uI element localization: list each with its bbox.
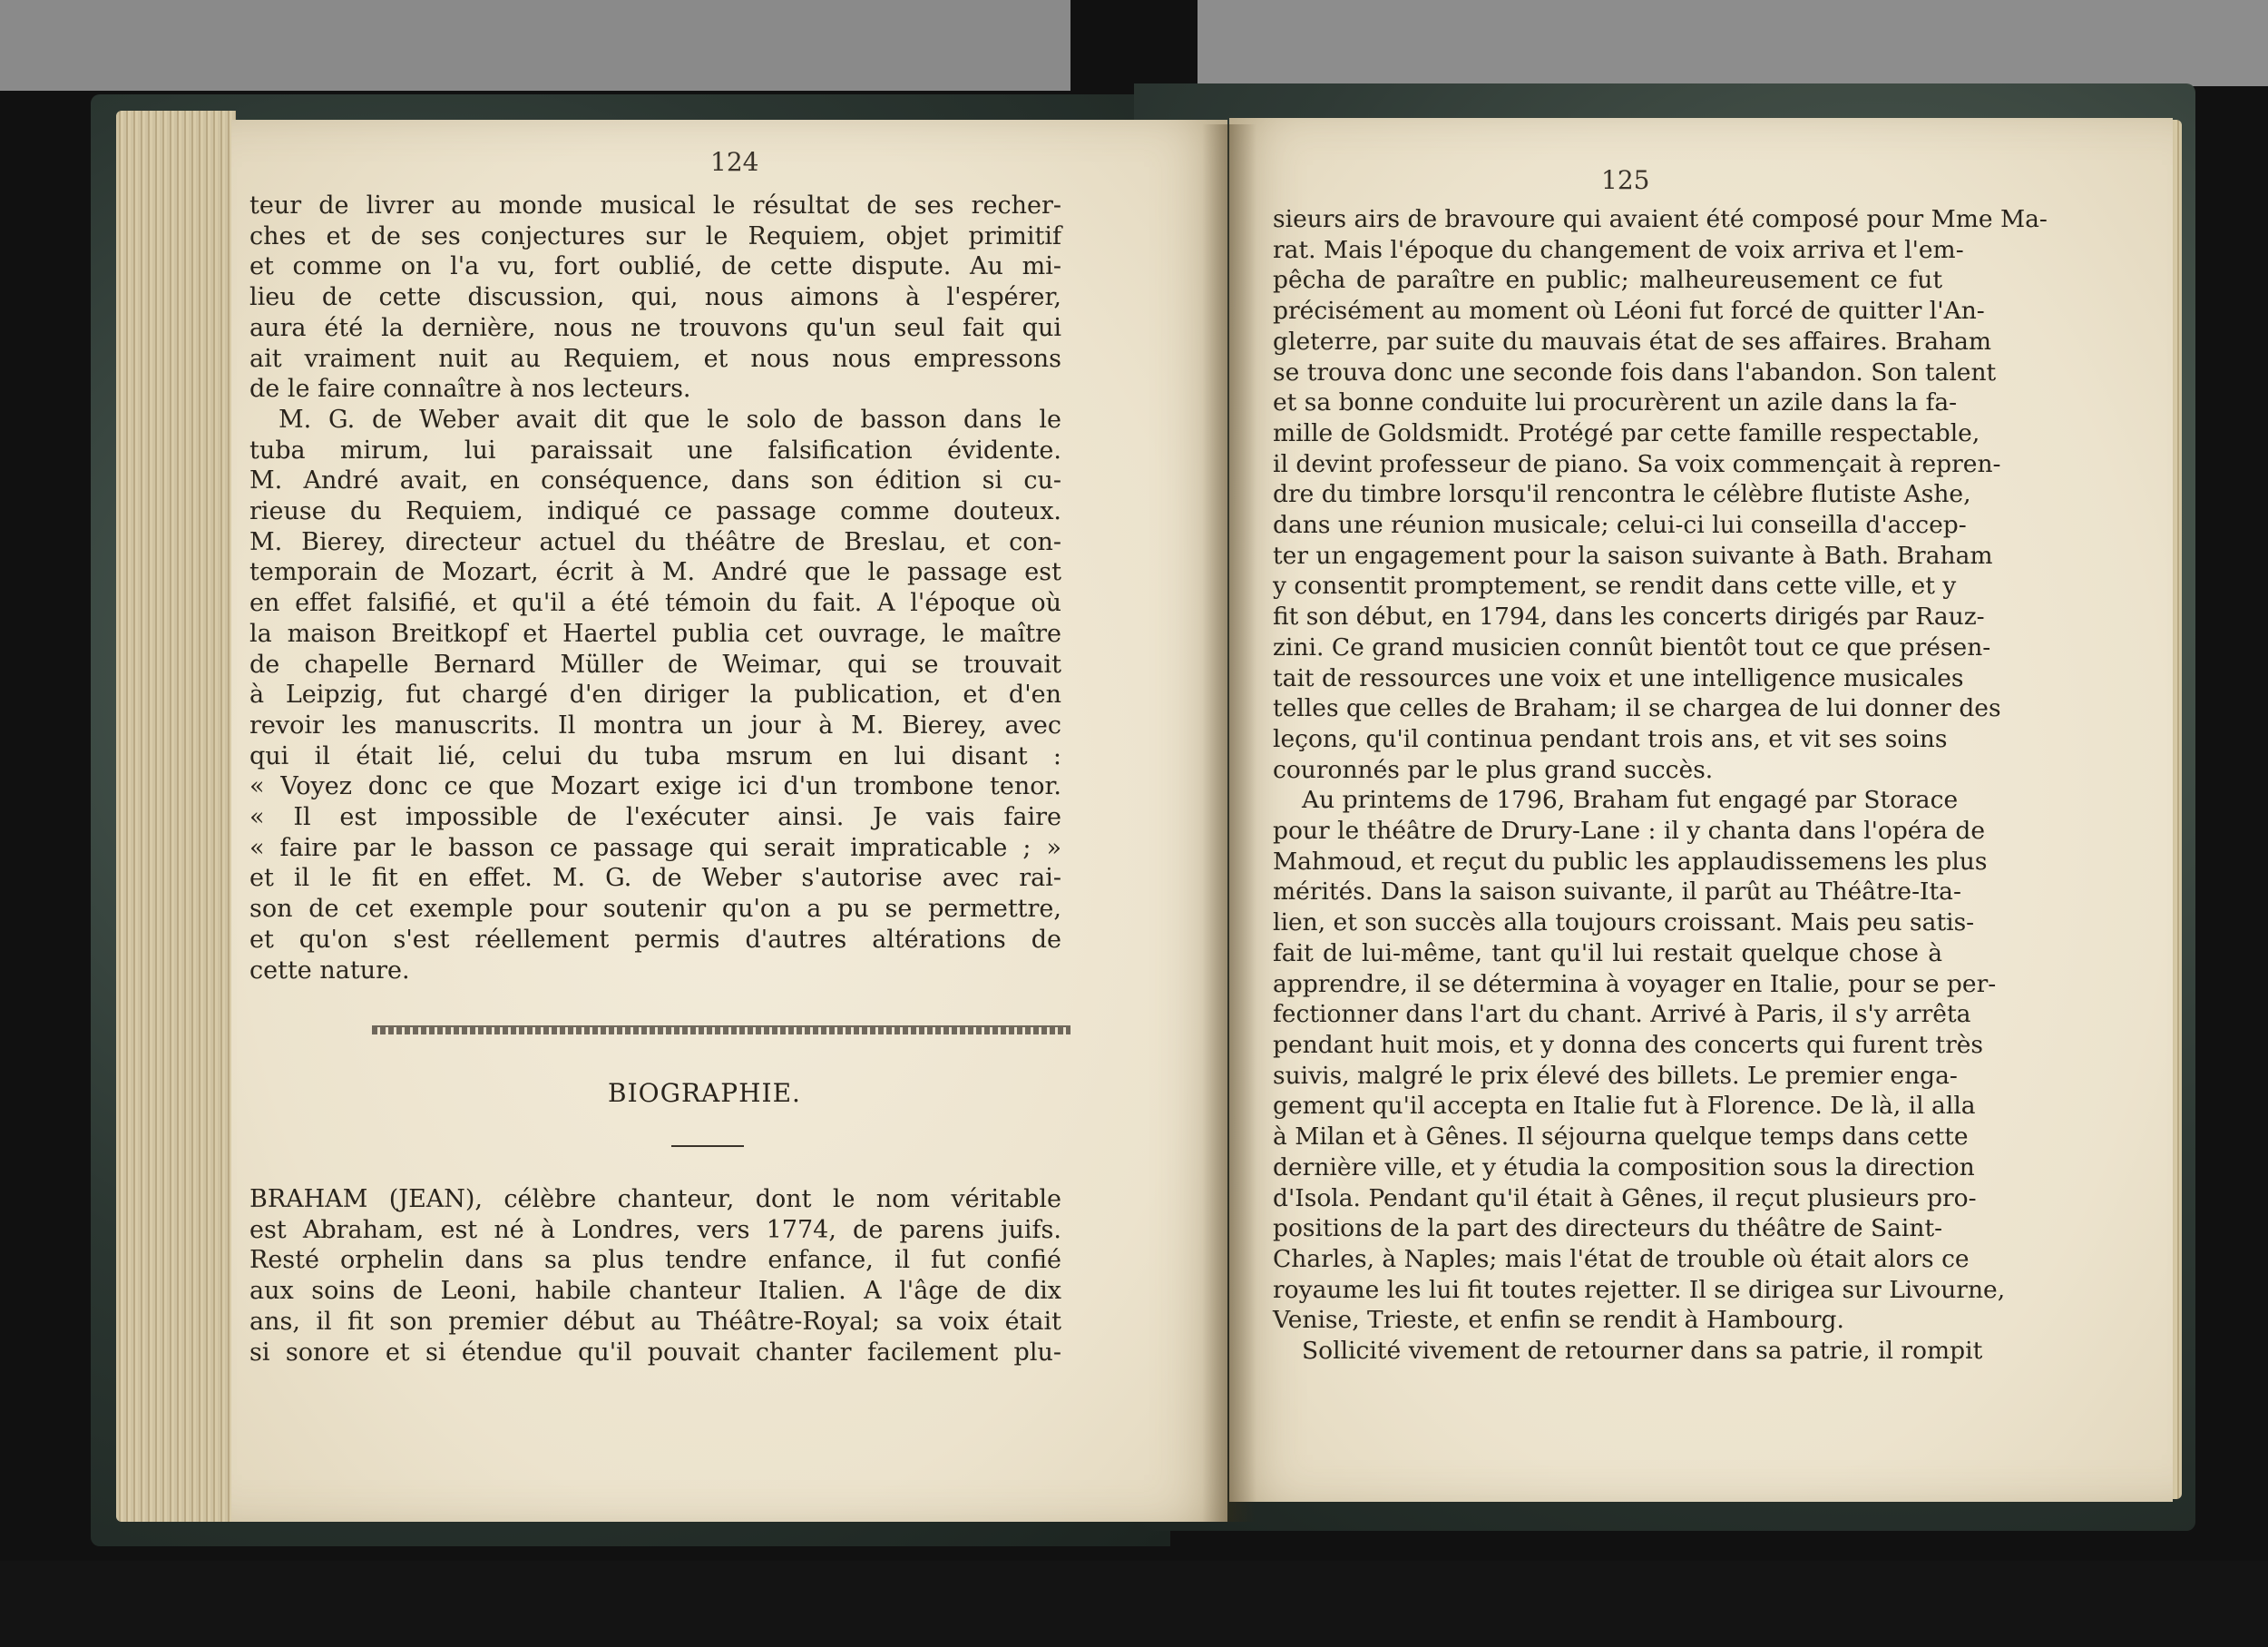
text-line: rieuse du Requiem, indiqué ce passage comme douteux. (249, 497, 1061, 526)
text-line: gleterre, par suite du mauvais état de ses affaires. Braham (1273, 327, 1991, 356)
text-line: d'Isola. Pendant qu'il était à Gênes, il reçut plusieurs pro- (1273, 1183, 1977, 1212)
text-line: couronnés par le plus grand succès. (1273, 755, 1714, 784)
text-line: à Leipzig, fut chargé d'en diriger la publication, et d'en (249, 681, 1061, 710)
text-line: et qu'on s'est réellement permis d'autres altérations de (249, 925, 1061, 954)
text-line: la maison Breitkopf et Haertel publia cet ouvrage, le maître (249, 619, 1061, 648)
text-line: royaume les lui fit toutes rejetter. Il se dirigea sur Livourne, (1273, 1275, 2006, 1304)
text-line: BRAHAM (JEAN), célèbre chanteur, dont le nom véritable (249, 1185, 1061, 1213)
text-line: ches et de ses conjectures sur le Requiem, objet primitif (249, 221, 1061, 250)
text-line: « Il est impossible de l'exécuter ainsi. Je vais faire (249, 803, 1061, 832)
text-line: pour le théâtre de Drury-Lane : il y chanta dans l'opéra de (1273, 817, 1986, 846)
text-line: gement qu'il accepta en Italie fut à Florence. De là, il alla (1273, 1092, 1976, 1121)
text-line: zini. Ce grand musicien connût bientôt tout ce que présen- (1273, 632, 1991, 662)
page-number-left: 124 (710, 147, 759, 177)
text-line: aura été la dernière, nous ne trouvons qu'un seul fait qui (249, 313, 1061, 342)
text-line: mille de Goldsmidt. Protégé par cette famille respectable, (1273, 418, 1980, 447)
section-title: BIOGRAPHIE. (608, 1078, 801, 1108)
right-page-text (1273, 204, 2048, 1367)
text-line: apprendre, il se détermina à voyager en Italie, pour se per- (1273, 969, 1997, 998)
text-line: aux soins de Leoni, habile chanteur Italien. A l'âge de dix (249, 1277, 1061, 1306)
text-line: dans une réunion musicale; celui-ci lui conseilla d'accep- (1273, 511, 1967, 540)
text-line: leçons, qu'il continua pendant trois ans, et vit ses soins (1273, 724, 1948, 753)
text-line: pendant huit mois, et y donna des concerts qui furent très (1273, 1030, 1984, 1059)
backdrop-bottom (0, 1561, 2268, 1647)
text-line: tuba mirum, lui paraissait une falsification évidente. (249, 436, 1061, 465)
backdrop-top-left (0, 0, 1070, 91)
text-line: cette nature. (249, 956, 410, 985)
text-line: telles que celles de Braham; il se chargea de lui donner des (1273, 694, 2001, 723)
text-line: y consentit promptement, se rendit dans cette ville, et y (1273, 572, 1957, 601)
text-line: et comme on l'a vu, fort oublié, de cette dispute. Au mi- (249, 252, 1061, 281)
text-line: Sollicité vivement de retourner dans sa patrie, il rompit (1302, 1337, 1983, 1366)
text-line: « faire par le basson ce passage qui serait impraticable ; » (249, 833, 1061, 862)
book-gutter (1202, 124, 1256, 1522)
paragraph-1 (249, 191, 1061, 405)
text-line: Mahmoud, et reçut du public les applaudissemens les plus (1273, 847, 1988, 876)
text-line: M. Bierey, directeur actuel du théâtre de Breslau, et con- (249, 527, 1061, 556)
text-line: pêcha de paraître en public; malheureusement ce fut (1273, 266, 1942, 295)
text-line: Venise, Trieste, et enfin se rendit à Hambourg. (1273, 1306, 1844, 1335)
text-line: est Abraham, est né à Londres, vers 1774, de parens juifs. (249, 1215, 1061, 1244)
text-line: Resté orphelin dans sa plus tendre enfance, il fut confié (249, 1246, 1061, 1275)
text-line: son de cet exemple pour soutenir qu'on a pu se permettre, (249, 895, 1061, 924)
text-line: revoir les manuscrits. Il montra un jour à M. Bierey, avec (249, 711, 1061, 740)
text-line: en effet falsifié, et qu'il a été témoin du fait. A l'époque où (249, 589, 1061, 618)
left-page-text (249, 191, 1061, 985)
text-line: Au printems de 1796, Braham fut engagé par Storace (1302, 786, 1959, 815)
text-line: fait de lui-même, tant qu'il lui restait quelque chose à (1273, 938, 1942, 967)
backdrop-top-right (1198, 0, 2268, 86)
text-line: ans, il fit son premier début au Théâtre-Royal; sa voix était (249, 1307, 1061, 1336)
text-line: temporain de Mozart, écrit à M. André que le passage est (249, 558, 1061, 587)
text-line: fit son début, en 1794, dans les concerts dirigés par Rauz- (1273, 603, 1985, 632)
text-line: M. G. de Weber avait dit que le solo de basson dans le (279, 405, 1061, 434)
text-line: positions de la part des directeurs du théâtre de Saint- (1273, 1214, 1943, 1243)
biography-paragraph (249, 1184, 1061, 1368)
text-line: à Milan et à Gênes. Il séjourna quelque temps dans cette (1273, 1123, 1969, 1152)
text-line: dre du timbre lorsqu'il rencontra le célèbre flutiste Ashe, (1273, 480, 1971, 509)
section-divider-rule (372, 1025, 1070, 1034)
text-line: « Voyez donc ce que Mozart exige ici d'un trombone tenor. (249, 772, 1061, 801)
title-underline (671, 1145, 744, 1147)
text-line: et il le fit en effet. M. G. de Weber s'autorise avec rai- (249, 864, 1061, 893)
text-line: il devint professeur de piano. Sa voix commençait à repren- (1273, 449, 2001, 478)
text-line: tait de ressources une voix et une intelligence musicales (1273, 663, 1964, 692)
text-line: ter un engagement pour la saison suivante à Bath. Braham (1273, 541, 1993, 570)
page-edges-left (116, 111, 236, 1522)
text-line: M. André avait, en conséquence, dans son édition si cu- (249, 466, 1061, 495)
text-line: et sa bonne conduite lui procurèrent un azile dans la fa- (1273, 388, 1958, 417)
paragraph-2 (249, 405, 1061, 985)
text-line: suivis, malgré le prix élevé des billets. Le premier enga- (1273, 1061, 1958, 1090)
text-line: rat. Mais l'époque du changement de voix arriva et l'em- (1273, 235, 1964, 264)
text-line: ait vraiment nuit au Requiem, et nous nous empressons (249, 344, 1061, 373)
text-line: fectionner dans l'art du chant. Arrivé à Paris, il s'y arrêta (1273, 1000, 1971, 1029)
text-line: teur de livrer au monde musical le résultat de ses recher- (249, 191, 1061, 220)
text-line: précisément au moment où Léoni fut forcé de quitter l'An- (1273, 297, 1985, 326)
text-line: dernière ville, et y étudia la composition sous la direction (1273, 1152, 1975, 1181)
text-line: de le faire connaître à nos lecteurs. (249, 375, 691, 404)
text-line: si sonore et si étendue qu'il pouvait chanter facilement plu- (249, 1338, 1061, 1367)
page-number-right: 125 (1601, 165, 1650, 195)
text-line: sieurs airs de bravoure qui avaient été composé pour Mme Ma- (1273, 205, 2048, 233)
text-line: mérités. Dans la saison suivante, il parût au Théâtre-Ita- (1273, 877, 1961, 907)
text-line: de chapelle Bernard Müller de Weimar, qui se trouvait (249, 650, 1061, 679)
text-line: lien, et son succès alla toujours croissant. Mais peu satis- (1273, 908, 1975, 937)
text-line: qui il était lié, celui du tuba msrum en lui disant : (249, 741, 1061, 770)
text-line: lieu de cette discussion, qui, nous aimons à l'espérer, (249, 283, 1061, 312)
text-line: Charles, à Naples; mais l'état de trouble où était alors ce (1273, 1244, 1970, 1273)
text-line: se trouva donc une seconde fois dans l'abandon. Son talent (1273, 358, 1997, 387)
